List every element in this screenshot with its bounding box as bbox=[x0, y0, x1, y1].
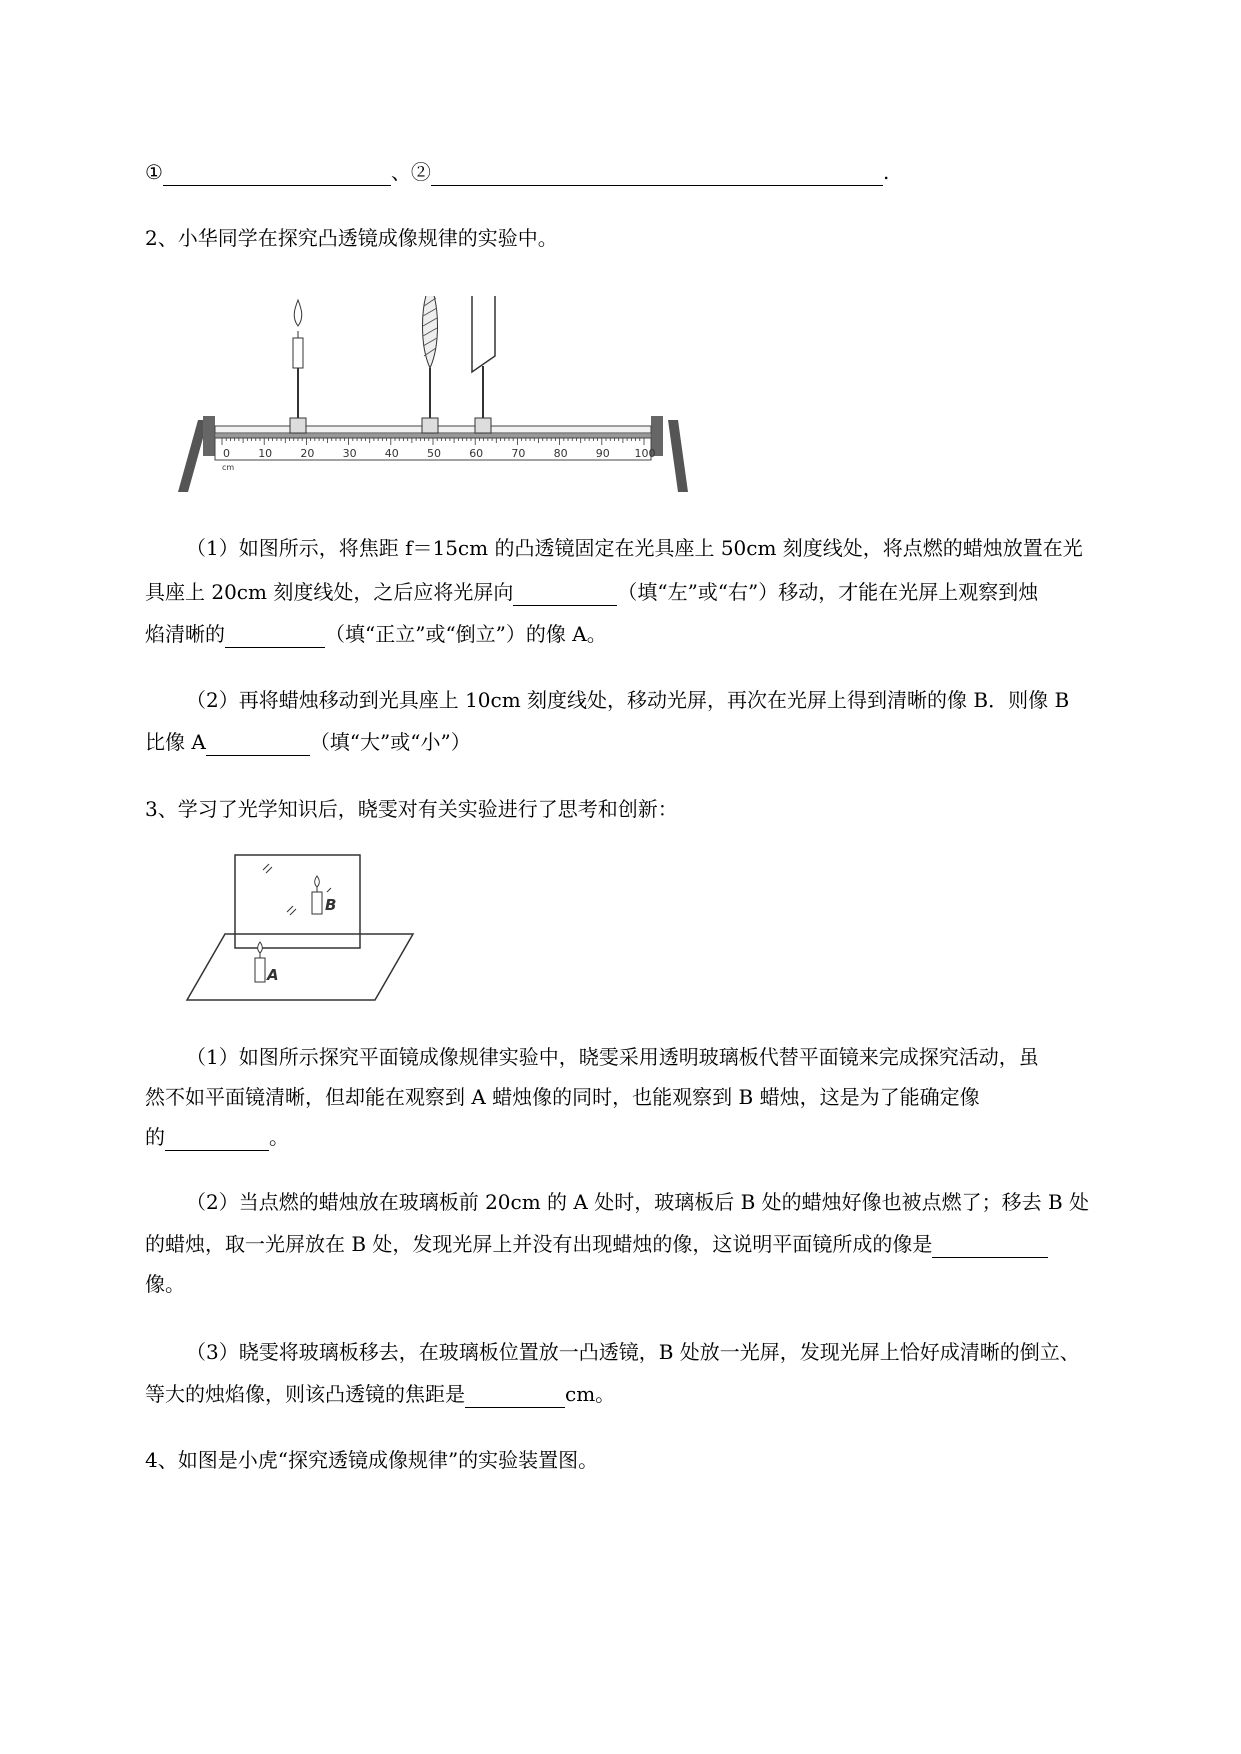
scale-tick-label: 10 bbox=[258, 447, 273, 460]
q3-p1-line3 bbox=[145, 1123, 289, 1151]
q1-blank-1[interactable] bbox=[163, 163, 391, 186]
q3-blank-image-type[interactable] bbox=[932, 1235, 1048, 1258]
scale-tick-label: 90 bbox=[595, 447, 610, 460]
q3-p2-line2 bbox=[145, 1230, 1048, 1258]
q3-p3-line2 bbox=[145, 1380, 615, 1408]
q3-stem: 3、学习了光学知识后，晓雯对有关实验进行了思考和创新： bbox=[145, 797, 678, 821]
left-end-block bbox=[203, 416, 215, 456]
q2-p1-line2b: （填“左”或“右”）移动，才能在光屏上观察到烛 bbox=[617, 580, 1039, 604]
scale-tick-label: 100 bbox=[634, 447, 656, 460]
label-a: A bbox=[267, 966, 279, 984]
convex-lens bbox=[422, 296, 438, 433]
scale-tick-label: 70 bbox=[511, 447, 526, 460]
scale-tick-label: 80 bbox=[553, 447, 568, 460]
q2-p1-line1: （1）如图所示，将焦距 f＝15cm 的凸透镜固定在光具座上 50cm 刻度线处，将点燃的蜡烛放置在光 bbox=[186, 536, 1083, 560]
q4-stem: 4、如图是小虎“探究透镜成像规律”的实验装置图。 bbox=[145, 1448, 599, 1472]
q3-p1-line3a: 的 bbox=[145, 1125, 165, 1149]
q2-blank-size[interactable] bbox=[206, 733, 310, 756]
scale-tick-label: 40 bbox=[384, 447, 399, 460]
q3-p1-line1: （1）如图所示探究平面镜成像规律实验中，晓雯采用透明玻璃板代替平面镜来完成探究活动，虽 bbox=[186, 1045, 1039, 1069]
q2-p1-line3b: （填“正立”或“倒立”）的像 A。 bbox=[325, 622, 607, 646]
q1-mark-1: ① bbox=[145, 160, 163, 184]
plane-mirror-svg bbox=[185, 852, 415, 1002]
light-screen bbox=[472, 296, 495, 433]
scale-tick-label: 30 bbox=[342, 447, 357, 460]
q3-p1-line3b: 。 bbox=[269, 1125, 289, 1149]
q2-p2-line2 bbox=[145, 728, 471, 756]
q2-p2-line2a: 比像 A bbox=[145, 730, 206, 754]
plane-mirror-figure bbox=[185, 852, 415, 1002]
q3-p1-line2: 然不如平面镜清晰，但却能在观察到 A 蜡烛像的同时，也能观察到 B 蜡烛，这是为了能确定像 bbox=[145, 1085, 980, 1109]
scale-tick-label: 20 bbox=[300, 447, 315, 460]
q3-p2-line2-text: 的蜡烛，取一光屏放在 B 处，发现光屏上并没有出现蜡烛的像，这说明平面镜所成的像是 bbox=[145, 1232, 933, 1256]
scale-tick-label: 0 bbox=[223, 447, 230, 460]
scale-tick-label: 50 bbox=[427, 447, 441, 460]
q1-answer-line bbox=[145, 158, 889, 186]
q3-p3-line1: （3）晓雯将玻璃板移去，在玻璃板位置放一凸透镜，B 处放一光屏，发现光屏上恰好成清晰的倒立、 bbox=[186, 1340, 1080, 1364]
q2-p1-line2 bbox=[145, 578, 1038, 606]
candle bbox=[290, 300, 306, 433]
label-b: B bbox=[325, 896, 337, 914]
scale-tick-label: 60 bbox=[469, 447, 484, 460]
q2-blank-direction[interactable] bbox=[513, 583, 617, 606]
q3-p3-line2b: cm。 bbox=[565, 1382, 616, 1406]
table-plane bbox=[187, 934, 413, 1000]
q3-p2-line3: 像。 bbox=[145, 1272, 185, 1296]
q3-blank-position[interactable] bbox=[165, 1128, 269, 1151]
bench-unit-label: cm bbox=[222, 463, 235, 472]
q3-blank-focal-length[interactable] bbox=[465, 1385, 565, 1408]
q2-p2-line1: （2）再将蜡烛移动到光具座上 10cm 刻度线处，移动光屏，再次在光屏上得到清晰的像 B．则像 B bbox=[186, 688, 1070, 712]
q2-p1-line3a: 焰清晰的 bbox=[145, 622, 225, 646]
q3-p3-line2a: 等大的烛焰像，则该凸透镜的焦距是 bbox=[145, 1382, 465, 1406]
q1-blank-2[interactable] bbox=[431, 163, 883, 186]
q3-p2-line1: （2）当点燃的蜡烛放在玻璃板前 20cm 的 A 处时，玻璃板后 B 处的蜡烛好像也被点燃了；移去 B 处 bbox=[186, 1190, 1090, 1214]
q2-stem: 2、小华同学在探究凸透镜成像规律的实验中。 bbox=[145, 226, 558, 250]
right-leg bbox=[668, 420, 688, 492]
q1-separator: 、② bbox=[390, 160, 431, 184]
q2-p2-line2b: （填“大”或“小”） bbox=[309, 730, 471, 754]
q2-p1-line2a: 具座上 20cm 刻度线处，之后应将光屏向 bbox=[145, 580, 514, 604]
optical-bench-figure bbox=[178, 296, 698, 496]
q1-end: . bbox=[882, 160, 890, 184]
candle-b bbox=[312, 876, 322, 914]
q2-blank-orientation[interactable] bbox=[225, 625, 325, 648]
q2-p1-line3 bbox=[145, 620, 607, 648]
optical-bench-svg bbox=[178, 296, 698, 496]
